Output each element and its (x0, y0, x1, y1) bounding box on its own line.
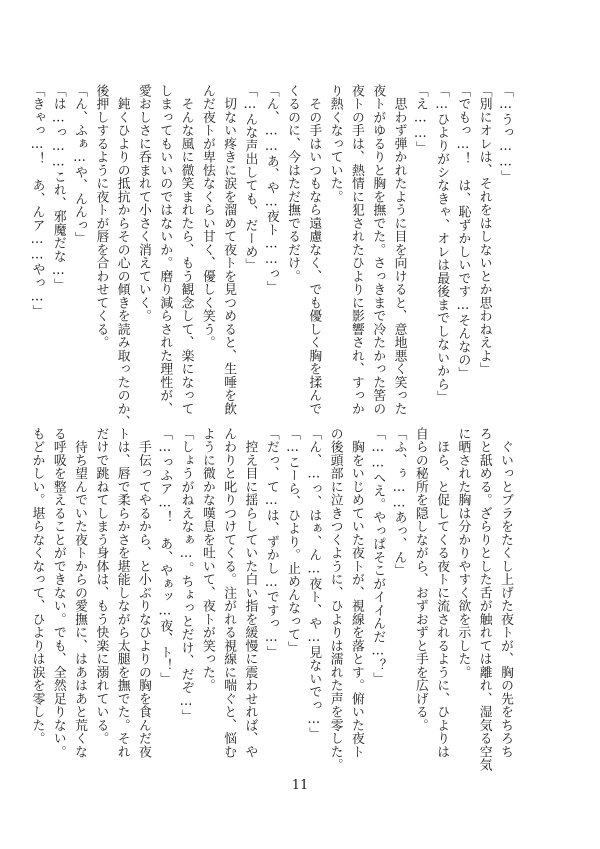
text-column: に晒された胸は分かりやすく欲を示した。 (455, 427, 471, 679)
page-number: 11 (291, 778, 309, 793)
text-column: ぐいっとブラをたくし上げた夜トが、胸の先をちろち (498, 427, 513, 759)
text-column: 「…っふア…！ あ、やぁッ…夜、ト！」 (157, 427, 173, 686)
text-column: 夜トがゆるりと胸を撫でた。さっきまで冷たかった筈の (370, 84, 386, 416)
text-column: 愛おしさに呑まれて小さく消えていく。 (135, 84, 151, 323)
upper-text-block (29, 84, 516, 429)
text-column: 胸をいじめていた夜トが、視線を落とす。俯いた夜ト (348, 427, 364, 759)
text-column: の後頭部に泣きつくように、ひよりは濡れた声を零した。 (327, 427, 343, 772)
text-column: しまってもいいのではないか。磨り減らされた理性が、 (157, 84, 173, 416)
text-column: ろと舐める。ざらりとした舌が触れては離れ、湿気る空気 (476, 427, 492, 772)
text-column: る呼吸を整えることができない。でも、全然足りない。 (50, 427, 66, 759)
text-column: 「…うっ……」 (498, 84, 513, 184)
text-column: 「え……」 (412, 84, 428, 155)
text-column: 鈍くひよりの抵抗からその心の傾きを読み取ったのか、 (114, 84, 130, 429)
text-column: 自らの秘所を隠しながら、おずおずと手を広げる。 (412, 427, 428, 732)
text-column: そんな風に微笑まれたら、もう観念して、楽になって (178, 84, 194, 416)
text-column: 「ん、……あ、や…夜ト……っ」 (263, 84, 279, 294)
text-column: 「は…っ……これ、邪魔だな…」 (50, 84, 66, 292)
text-column: 「…んな声出しても、だーめ」 (242, 84, 258, 272)
text-column: 「…ひよりがシなきゃ、オレは最後までしないから」 (434, 84, 450, 405)
text-column: 「別にオレは、それをはしないとか思わねえよ」 (476, 84, 492, 376)
text-column: 待ち望んでいた夜トからの愛撫に、はあはあと荒くな (72, 427, 88, 759)
text-column: 「だっ、て…は、ずかし…ですっ…」 (263, 427, 279, 659)
text-column: 控え目に揺らしていた白い指を緩慢に震わせれば、や (242, 427, 258, 759)
text-column: くるのに、今はただ撫でるだけ。 (285, 84, 301, 283)
text-column: 「ふ、ぅ……あっ、ん」 (391, 427, 407, 578)
text-column: んわりと叱りつけてくる。注がれる視線に喘ぐと、悩む (221, 427, 237, 759)
text-column: だけで跳ねてしまう身体は、もう快楽に溺れている。 (93, 427, 109, 745)
text-column: んだ夜トが卑怯なくらい甘く、優しく笑う。 (199, 84, 215, 349)
text-column: ように微かな嘆息を吐いて、夜トが笑った。 (199, 427, 215, 692)
text-column: 「でもっ…！ は、恥ずかしいです…そんなの」 (455, 84, 471, 380)
text-column: 「……へえ。やっぱそこがイイんだ…？」 (370, 427, 386, 686)
text-column: ほら、と促してくる夜トに流されるように、ひよりは (434, 427, 450, 759)
text-column: その手はいつもなら遠慮なく、でも優しく胸を揉んで (306, 84, 322, 416)
text-column: 切ない疼きに涙を溜めて夜トを見つめると、生唾を飲 (221, 84, 237, 416)
lower-text-block (29, 427, 516, 772)
text-column: 「…こーら、ひより。止めんなって」 (285, 427, 301, 655)
text-column: り熱くなっていた。 (327, 84, 343, 204)
text-column: 夜トの手は、熱情に犯されたひよりに影響され、すっか (348, 84, 364, 416)
text-column: もどかしい。堪らなくなって、ひよりは涙を零した。 (29, 427, 45, 745)
text-column: 後押しするように夜トが唇を合わせてくる。 (93, 84, 109, 349)
text-column: 「ん、ふぁ…や、んんっ」 (72, 84, 88, 246)
text-column: 「しょうがねえなぁ…。ちょっとだけ、だぞ…」 (178, 427, 194, 723)
text-column: 「ん、…っ、はぁ、ん…夜ト、や…見ないでっ…」 (306, 427, 322, 741)
text-column: 手伝ってやるから、と小ぶりなひよりの胸を食んだ夜 (135, 427, 151, 759)
text-column: 思わず弾かれたように目を向けると、意地悪く笑った (391, 84, 407, 416)
text-column: トは、唇で柔らかさを堪能しながら太腿を撫でた。それ (114, 427, 130, 759)
text-column: 「きゃっ…！ あ、んア……やっ…」 (29, 84, 45, 319)
